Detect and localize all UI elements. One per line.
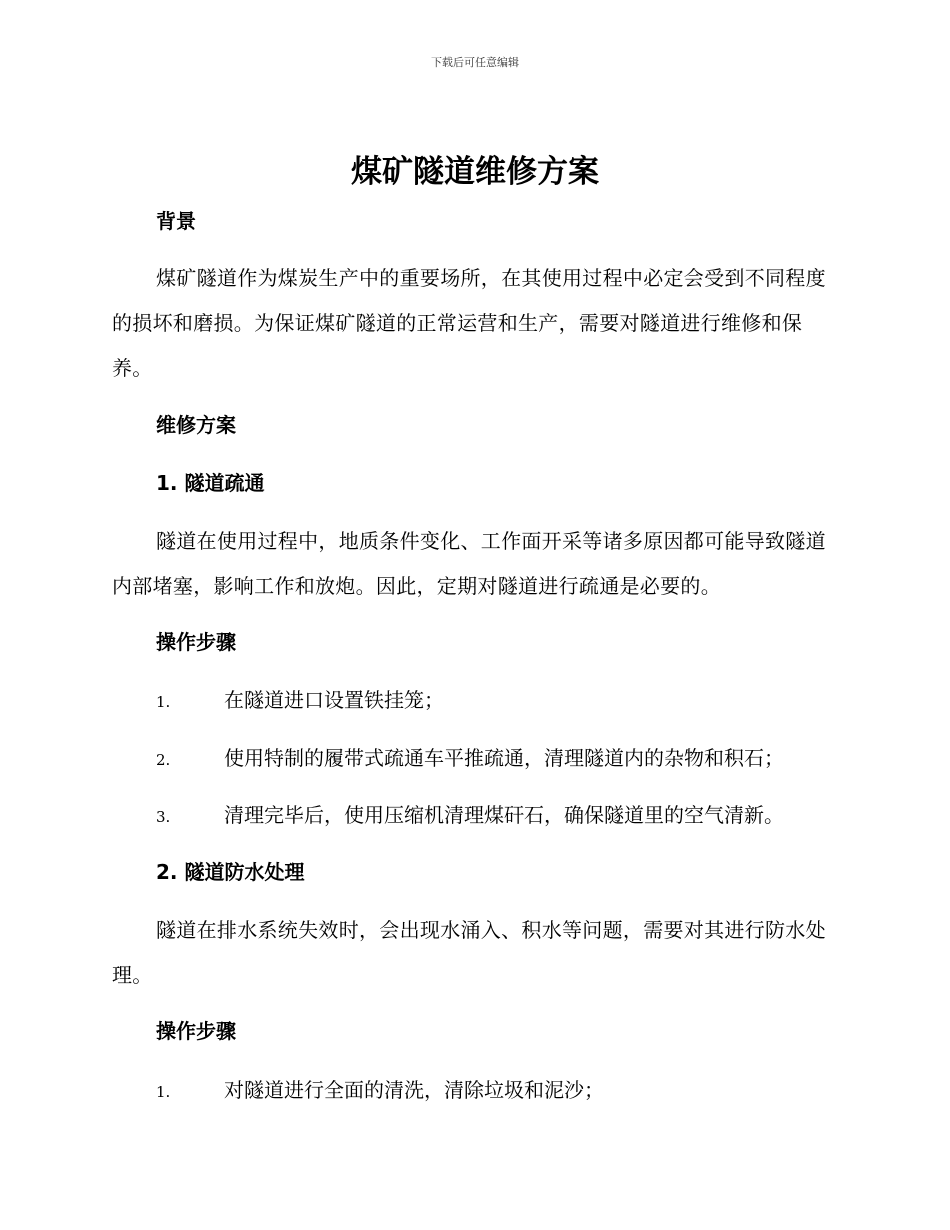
step-number: 1. [156,693,171,711]
step-text: 对隧道进行全面的清洗，清除垃圾和泥沙； [224,1078,604,1102]
header-note: 下载后可任意编辑 [431,56,519,69]
step-text: 在隧道进口设置铁挂笼； [224,688,444,712]
background-heading: 背景 [156,209,196,233]
step-number: 3. [156,808,171,826]
section2-heading: 2. 隧道防水处理 [156,860,305,884]
section1-paragraph: 隧道在使用过程中，地质条件变化、工作面开采等诸多原因都可能导致隧道内部堵塞，影响工作和放炮。因此，定期对隧道进行疏通是必要的。 [112,529,826,598]
section2-steps-heading: 操作步骤 [156,1019,236,1043]
plan-heading: 维修方案 [156,413,236,437]
section1-steps-heading: 操作步骤 [156,630,236,654]
step-text: 清理完毕后，使用压缩机清理煤矸石，确保隧道里的空气清新。 [224,803,784,827]
step-number: 2. [156,751,171,769]
section1-heading: 1. 隧道疏通 [156,471,265,495]
background-paragraph: 煤矿隧道作为煤炭生产中的重要场所，在其使用过程中必定会受到不同程度的损坏和磨损。为保证煤矿隧道的正常运营和生产，需要对隧道进行维修和保养。 [112,266,826,380]
section2-paragraph: 隧道在排水系统失效时，会出现水涌入、积水等问题，需要对其进行防水处理。 [112,918,826,987]
step-number: 1. [156,1083,171,1101]
document-title: 煤矿隧道维修方案 [351,154,599,190]
step-text: 使用特制的履带式疏通车平推疏通，清理隧道内的杂物和积石； [224,746,784,770]
